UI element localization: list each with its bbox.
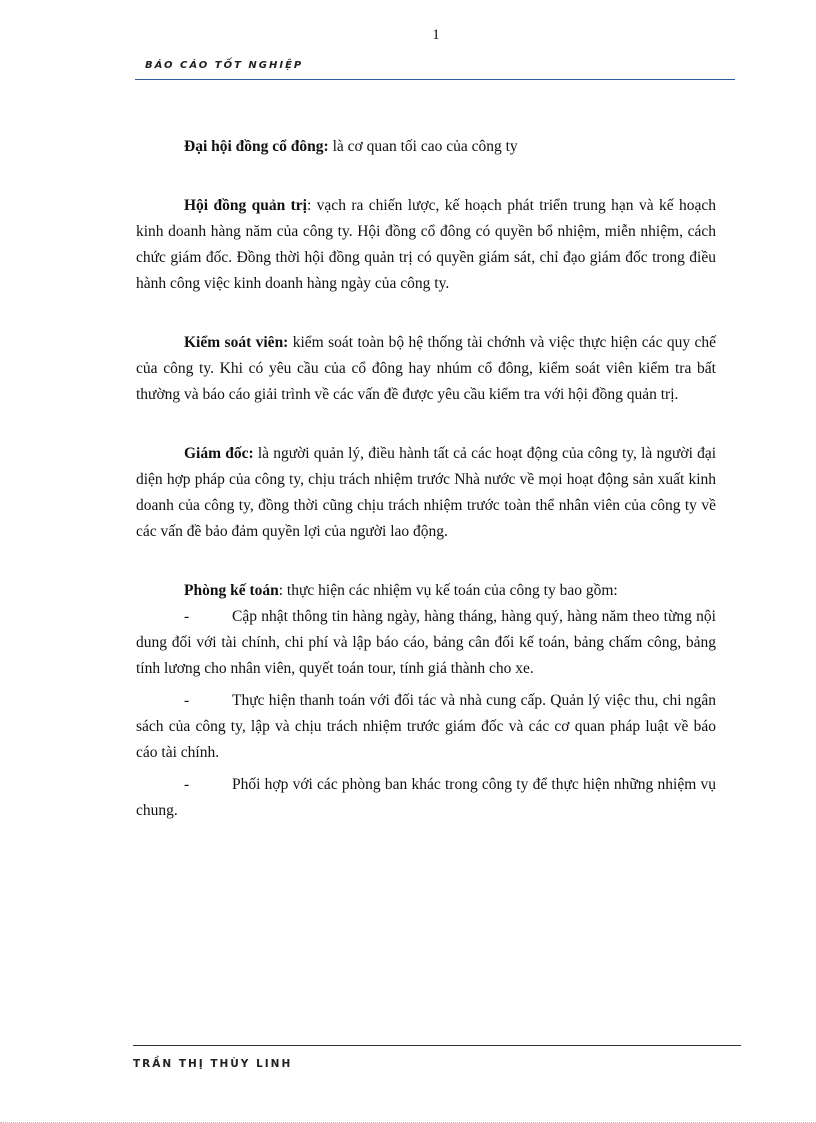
list-item-text: Phối hợp với các phòng ban khác trong công ty để thực hiện những nhiệm vụ chung. bbox=[136, 776, 716, 819]
footer-divider bbox=[133, 1045, 741, 1046]
paragraph-title: Đại hội đồng cổ đông: bbox=[184, 138, 329, 155]
bullet-dash: - bbox=[184, 776, 190, 793]
list-item bbox=[136, 772, 716, 824]
paragraph-shareholders bbox=[136, 134, 716, 160]
paragraph-text: là cơ quan tối cao của công ty bbox=[328, 138, 518, 155]
paragraph-supervisor bbox=[136, 330, 716, 408]
document-body bbox=[136, 134, 716, 830]
list-item bbox=[136, 688, 716, 766]
paragraph-title: Kiểm soát viên: bbox=[184, 334, 289, 351]
list-item-text: Thực hiện thanh toán với đối tác và nhà cung cấp. Quản lý việc thu, chi ngân sách của công ty, lập và chịu trách nhiệm trước giám đốc và các cơ quan pháp luật về báo cáo tài chính. bbox=[136, 692, 716, 761]
paragraph-accounting bbox=[136, 578, 716, 604]
page-number: 1 bbox=[432, 27, 440, 43]
list-item bbox=[136, 604, 716, 682]
paragraph-text: kiểm soát toàn bộ hệ thống tài chớnh và việc thực hiện các quy chế của công ty. Khi có yêu cầu của cổ đông hay nhúm cổ đông, kiểm soát viên kiểm tra bất thường và báo cáo giải trình về các vấn đề được yêu cầu kiểm tra với hội đồng quản trị. bbox=[136, 334, 716, 403]
paragraph-text: là người quản lý, điều hành tất cả các hoạt động của công ty, là người đại diện hợp pháp của công ty, chịu trách nhiệm trước Nhà nước về mọi hoạt động sản xuất kinh doanh của công ty, đồng thời cũng chịu trách nhiệm trước toàn thể nhân viên của công ty về các vấn đề bảo đảm quyền lợi của người lao động. bbox=[136, 445, 717, 540]
bullet-dash: - bbox=[184, 608, 190, 625]
paragraph-board bbox=[136, 193, 716, 297]
paragraph-title: Hội đồng quản trị bbox=[184, 197, 307, 214]
footer-author-name: TRẦN THỊ THÙY LINH bbox=[133, 1058, 293, 1070]
header-title: BÁO CÁO TỐT NGHIỆP bbox=[145, 60, 304, 71]
paragraph-text: : vạch ra chiến lược, kế hoạch phát triển trung hạn và kế hoạch kinh doanh hàng năm của công ty. Hội đồng cổ đông có quyền bổ nhiệm, miễn nhiệm, cách chức giám đốc. Đồng thời hội đồng quản trị có quyền giám sát, chỉ đạo giám đốc trong điều hành công việc kinh doanh hàng ngày của công ty. bbox=[136, 197, 716, 292]
bullet-dash: - bbox=[184, 692, 190, 709]
paragraph-title: Giám đốc: bbox=[184, 445, 254, 462]
list-item-text: Cập nhật thông tin hàng ngày, hàng tháng, hàng quý, hàng năm theo từng nội dung đối với tài chính, chi phí và lập báo cáo, bảng cân đối kế toán, bảng chấm công, bảng tính lương cho nhân viên, quyết toán tour, tính giá thành cho xe. bbox=[136, 608, 716, 677]
paragraph-title: Phòng kế toán bbox=[184, 582, 279, 599]
page-header bbox=[135, 60, 735, 80]
paragraph-director bbox=[136, 441, 716, 545]
paragraph-text: : thực hiện các nhiệm vụ kế toán của công ty bao gồm: bbox=[278, 582, 618, 599]
